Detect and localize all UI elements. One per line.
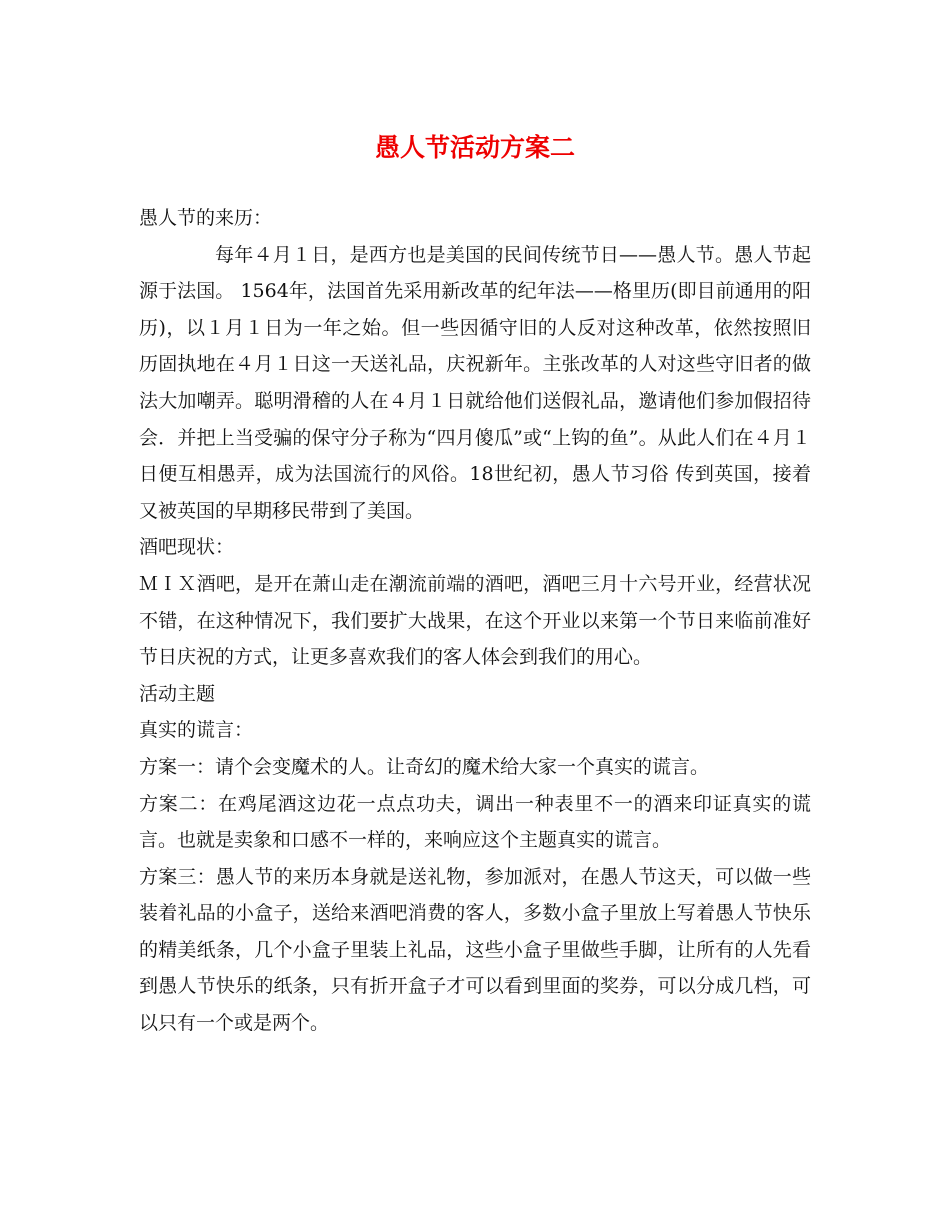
- heading-bar-status: 酒吧现状：: [139, 536, 235, 559]
- paragraph-plan-three: 方案三：愚人节的来历本身就是送礼物，参加派对，在愚人节这天，可以做一些装着礼品的小盒子，送给来酒吧消费的客人，多数小盒子里放上写着愚人节快乐的精美纸条，几个小盒子里装上礼品，这些小盒子里做些手脚，让所有的人先看到愚人节快乐的纸条，只有折开盒子才可以看到里面的奖券，可以分成几档，可以只有一个或是两个。: [139, 865, 811, 1035]
- heading-true-lies: 真实的谎言：: [139, 719, 254, 742]
- document-body: [139, 200, 811, 1042]
- paragraph-origin-history: 每年４月１日，是西方也是美国的民间传统节日——愚人节。愚人节起源于法国。 1564年，法国首先采用新改革的纪年法——格里历(即目前通用的阳历)，以１月１日为一年之始。但一些因循守旧的人反对这种改革，依然按照旧历固执地在４月１日这一天送礼品，庆祝新年。主张改革的人对这些守旧者的做法大加嘲弄。聪明滑稽的人在４月１日就给他们送假礼品，邀请他们参加假招待会．并把上当受骗的保守分子称为“四月傻瓜”或“上钩的鱼”。从此人们在４月１日便互相愚弄，成为法国流行的风俗。18世纪初，愚人节习俗 传到英国，接着又被英国的早期移民带到了美国。: [139, 243, 811, 522]
- heading-origin: 愚人节的来历：: [139, 207, 273, 229]
- document-title: 愚人节活动方案二: [374, 133, 575, 162]
- paragraph-plan-one: 方案一：请个会变魔术的人。让奇幻的魔术给大家一个真实的谎言。: [139, 755, 710, 778]
- heading-event-theme: 活动主题: [139, 682, 216, 705]
- paragraph-plan-two: 方案二：在鸡尾酒这边花一点点功夫，调出一种表里不一的酒来印证真实的谎言。也就是卖象和口感不一样的，来响应这个主题真实的谎言。: [139, 792, 811, 852]
- paragraph-bar-status: ＭＩＸ酒吧，是开在萧山走在潮流前端的酒吧，酒吧三月十六号开业，经营状况不错，在这种情况下，我们要扩大战果，在这个开业以来第一个节日来临前准好节日庆祝的方式，让更多喜欢我们的客人体会到我们的用心。: [139, 572, 811, 669]
